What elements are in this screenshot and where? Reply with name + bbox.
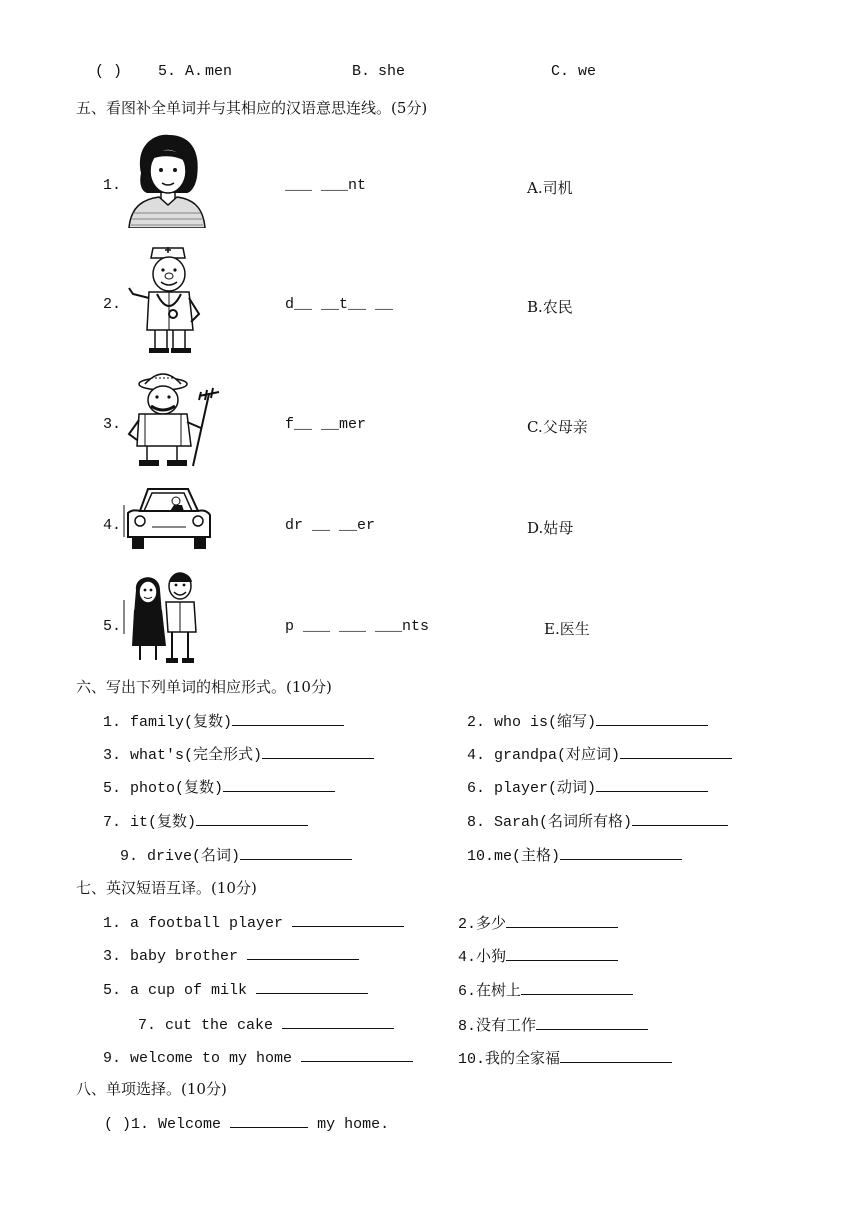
item-number: 8. <box>467 814 486 831</box>
s6-right-1 <box>467 710 708 731</box>
item-text: photo(复数) <box>130 780 224 797</box>
answer-blank[interactable] <box>560 845 682 860</box>
s5-item4-pattern: dr __ __er <box>285 517 376 534</box>
answer-blank[interactable] <box>596 711 708 726</box>
s5-item2-answer: B.农民 <box>527 298 573 316</box>
s5-item2-pattern: d__ __t__ __ <box>285 296 394 313</box>
answer-blank[interactable] <box>521 980 633 995</box>
item-text: family(复数) <box>130 714 233 731</box>
s6-right-2 <box>467 743 732 764</box>
s7-left-2 <box>103 945 359 965</box>
s7-left-4 <box>138 1014 394 1034</box>
answer-blank[interactable] <box>301 1047 413 1062</box>
answer-blank[interactable] <box>282 1014 394 1029</box>
answer-blank[interactable] <box>506 913 618 928</box>
s5-item3-num: 3. <box>103 416 122 433</box>
item-number: 8. <box>458 1018 477 1035</box>
s5-item1-pattern: ___ ___nt <box>285 177 367 194</box>
s6-right-5 <box>467 844 682 865</box>
item-number: 6. <box>458 983 477 1000</box>
item-number: 2. <box>467 714 486 731</box>
item-number: 10. <box>458 1051 486 1068</box>
item-number: 10. <box>467 848 495 865</box>
s6-right-4 <box>467 810 728 831</box>
answer-blank[interactable] <box>506 946 618 961</box>
s8-q1 <box>104 1113 389 1133</box>
item-number: 9. <box>120 848 139 865</box>
s7-left-3 <box>103 979 368 999</box>
item-text: 多少 <box>476 916 507 933</box>
answer-blank[interactable] <box>262 744 374 759</box>
q5-paren: ( ) <box>95 63 123 80</box>
item-number: 4. <box>467 747 486 764</box>
q5-option-b: she <box>378 63 406 80</box>
item-text: player(动词) <box>494 780 597 797</box>
s7-left-5 <box>103 1047 413 1067</box>
answer-blank[interactable] <box>232 711 344 726</box>
item-number: 1. <box>103 915 122 932</box>
item-text: who is(缩写) <box>494 714 597 731</box>
item-text: Sarah(名词所有格) <box>494 814 633 831</box>
section6-heading: 六、写出下列单词的相应形式。(10分) <box>76 678 332 696</box>
item-number: 5. <box>103 780 122 797</box>
section8-heading: 八、单项选择。(10分) <box>76 1080 227 1098</box>
s7-right-5 <box>458 1047 672 1068</box>
item-text: grandpa(对应词) <box>494 747 621 764</box>
answer-blank[interactable] <box>230 1113 308 1128</box>
answer-blank[interactable] <box>620 744 732 759</box>
s6-left-3 <box>103 776 335 797</box>
s6-left-5 <box>120 844 352 865</box>
q5-option-c-letter: C. <box>551 63 570 80</box>
s7-right-4 <box>458 1014 648 1035</box>
q5-option-b-letter: B. <box>352 63 371 80</box>
item-number: 3. <box>103 747 122 764</box>
item-text: 我的全家福 <box>485 1051 561 1068</box>
s6-left-4 <box>103 810 308 831</box>
section5-heading: 五、看图补全单词并与其相应的汉语意思连线。(5分) <box>76 99 428 117</box>
answer-blank[interactable] <box>196 811 308 826</box>
section7-heading: 七、英汉短语互译。(10分) <box>76 879 257 897</box>
answer-blank[interactable] <box>560 1048 672 1063</box>
s6-right-3 <box>467 776 708 797</box>
answer-blank[interactable] <box>247 945 359 960</box>
s5-item1-num: 1. <box>103 177 122 194</box>
s6-left-2 <box>103 743 374 764</box>
item-number: 3. <box>103 948 122 965</box>
answer-blank[interactable] <box>292 912 404 927</box>
car-driver-picture <box>122 483 212 555</box>
s5-item2-num: 2. <box>103 296 122 313</box>
item-text: a cup of milk <box>130 982 248 999</box>
item-number: 9. <box>103 1050 122 1067</box>
farmer-picture <box>127 370 223 468</box>
s5-item4-num: 4. <box>103 517 122 534</box>
answer-blank[interactable] <box>536 1015 648 1030</box>
item-text: baby brother <box>130 948 239 965</box>
s5-item5-answer: E.医生 <box>544 620 590 638</box>
item-text: a football player <box>130 915 284 932</box>
item-number: 1. <box>103 714 122 731</box>
answer-blank[interactable] <box>223 777 335 792</box>
item-text-before: Welcome <box>158 1116 222 1133</box>
item-number: 5. <box>103 982 122 999</box>
s7-right-1 <box>458 912 618 933</box>
item-number: 1. <box>131 1116 150 1133</box>
answer-blank[interactable] <box>632 811 728 826</box>
s5-item5-pattern: p ___ ___ ___nts <box>285 618 430 635</box>
answer-blank[interactable] <box>240 845 352 860</box>
item-number: 6. <box>467 780 486 797</box>
answer-paren[interactable]: ( ) <box>104 1116 132 1133</box>
item-number: 7. <box>138 1017 157 1034</box>
item-text: 没有工作 <box>476 1018 537 1035</box>
couple-picture <box>122 570 210 664</box>
s7-left-1 <box>103 912 404 932</box>
answer-blank[interactable] <box>256 979 368 994</box>
item-number: 4. <box>458 949 477 966</box>
item-text-after: my home. <box>317 1116 390 1133</box>
item-text: what's(完全形式) <box>130 747 263 764</box>
s5-item4-answer: D.姑母 <box>527 519 574 537</box>
item-text: 小狗 <box>476 949 507 966</box>
s6-left-1 <box>103 710 344 731</box>
s5-item3-pattern: f__ __mer <box>285 416 367 433</box>
s5-item1-answer: A.司机 <box>527 179 573 197</box>
q5-option-c: we <box>578 63 597 80</box>
item-text: welcome to my home <box>130 1050 293 1067</box>
q5-number: 5. A. <box>158 63 204 80</box>
woman-portrait-picture <box>127 133 207 228</box>
item-number: 2. <box>458 916 477 933</box>
item-text: 在树上 <box>476 983 522 1000</box>
item-text: it(复数) <box>130 814 197 831</box>
s5-item5-num: 5. <box>103 618 122 635</box>
doctor-picture <box>127 244 209 354</box>
item-text: me(主格) <box>494 848 561 865</box>
item-text: drive(名词) <box>147 848 241 865</box>
s7-right-2 <box>458 945 618 966</box>
q5-option-a: men <box>205 63 233 80</box>
s7-right-3 <box>458 979 633 1000</box>
s5-item3-answer: C.父母亲 <box>527 418 588 436</box>
item-text: cut the cake <box>165 1017 274 1034</box>
answer-blank[interactable] <box>596 777 708 792</box>
item-number: 7. <box>103 814 122 831</box>
